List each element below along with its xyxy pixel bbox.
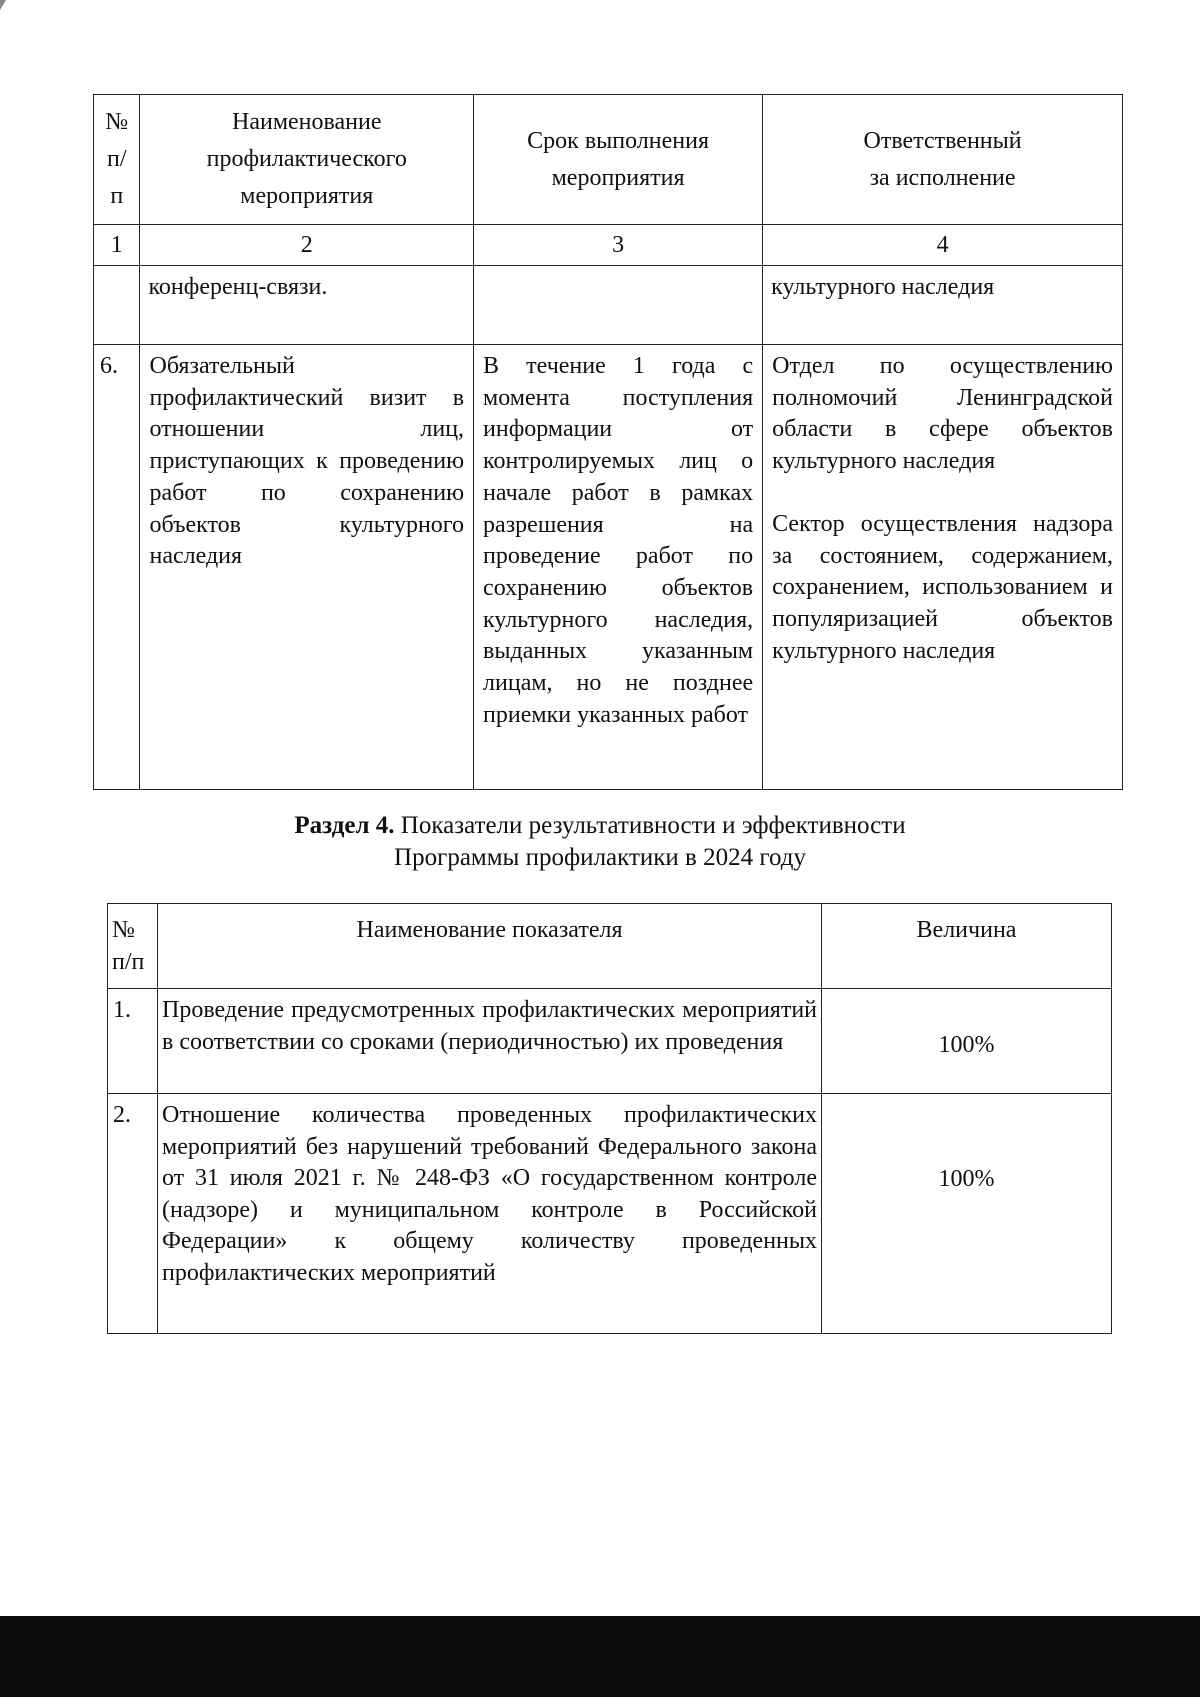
section-label: Раздел 4. (294, 812, 395, 839)
row-term-cell (474, 266, 763, 345)
scan-border (0, 1616, 1200, 1697)
header-indicator-name: Наименование показателя (158, 904, 822, 989)
row-term-cell: В течение 1 года с момента поступления информации от контролируемых лиц о начале работ в рамках разрешения на проведение работ по сохранению объектов культурного наследия, выданных указанным лицам, но не позднее приемки указанных работ (474, 345, 763, 790)
indicators-table (107, 903, 1112, 1334)
row-name-cell: Обязательный профилактический визит в отношении лиц, приступающих к проведению работ по сохранению объектов культурного наследия (140, 345, 474, 790)
column-number-row (94, 225, 1123, 266)
header-value: Величина (822, 904, 1112, 989)
row-num-cell: 2. (108, 1094, 158, 1334)
row-indicator-cell: Отношение количества проведенных профилактических мероприятий без нарушений требований Федерального закона от 31 июля 2021 г. № 248-ФЗ «О государственном контроле (надзоре) и муниципальном контроле в Российской Федерации» к общему количеству проведенных профилактических мероприятий (158, 1094, 822, 1334)
header-text: за исполнение (869, 164, 1016, 191)
header-text: мероприятия (551, 164, 685, 191)
responsible-sector: Сектор осуществления надзора за состоянием, содержанием, сохранением, использованием и популяризацией объектов культурного наследия (772, 510, 1113, 664)
table-row (108, 989, 1112, 1094)
header-responsible (763, 95, 1123, 225)
column-number: 1 (94, 225, 140, 266)
table-row (94, 266, 1123, 345)
header-text: п (110, 183, 124, 209)
scan-corner-mark (0, 0, 6, 10)
column-number: 2 (140, 225, 474, 266)
prevention-measures-table (93, 94, 1123, 790)
header-text: № (112, 917, 135, 943)
header-text: профилактического (206, 146, 407, 172)
header-num (94, 95, 140, 225)
row-value-cell: 100% (822, 989, 1112, 1094)
row-value-cell: 100% (822, 1094, 1112, 1334)
row-indicator-cell: Проведение предусмотренных профилактических мероприятий в соответствии со сроками (периодичностью) их проведения (158, 989, 822, 1094)
row-num-cell: 1. (108, 989, 158, 1094)
header-text: мероприятия (240, 183, 374, 209)
row-responsible-cell (763, 345, 1123, 790)
spacer (772, 478, 1113, 509)
header-text: Ответственный (863, 127, 1022, 154)
row-num-cell (94, 266, 140, 345)
responsible-department: Отдел по осуществлению полномочий Ленинградской области в сфере объектов культурного наследия (772, 353, 1113, 475)
header-term (474, 95, 763, 225)
column-number: 4 (763, 225, 1123, 266)
section-heading (0, 810, 1200, 874)
row-num-cell: 6. (94, 345, 140, 790)
section-heading-line2: Программы профилактики в 2024 году (394, 844, 806, 871)
row-responsible-cell: культурного наследия (763, 266, 1123, 345)
row-name-cell: конференц-связи. (140, 266, 474, 345)
header-text: Наименование (232, 109, 382, 135)
section-title: Показатели результативности и эффективности (394, 812, 906, 839)
table-row (108, 1094, 1112, 1334)
section-heading-line1 (0, 810, 1200, 842)
header-num (108, 904, 158, 989)
header-text: п/п (112, 949, 145, 975)
header-measure-name (140, 95, 474, 225)
table-header-row (108, 904, 1112, 989)
header-text: № (105, 109, 129, 135)
table-row (94, 345, 1123, 790)
table-header-row (94, 95, 1123, 225)
header-text: Срок выполнения (527, 127, 710, 154)
header-text: п/ (106, 146, 127, 172)
column-number: 3 (474, 225, 763, 266)
